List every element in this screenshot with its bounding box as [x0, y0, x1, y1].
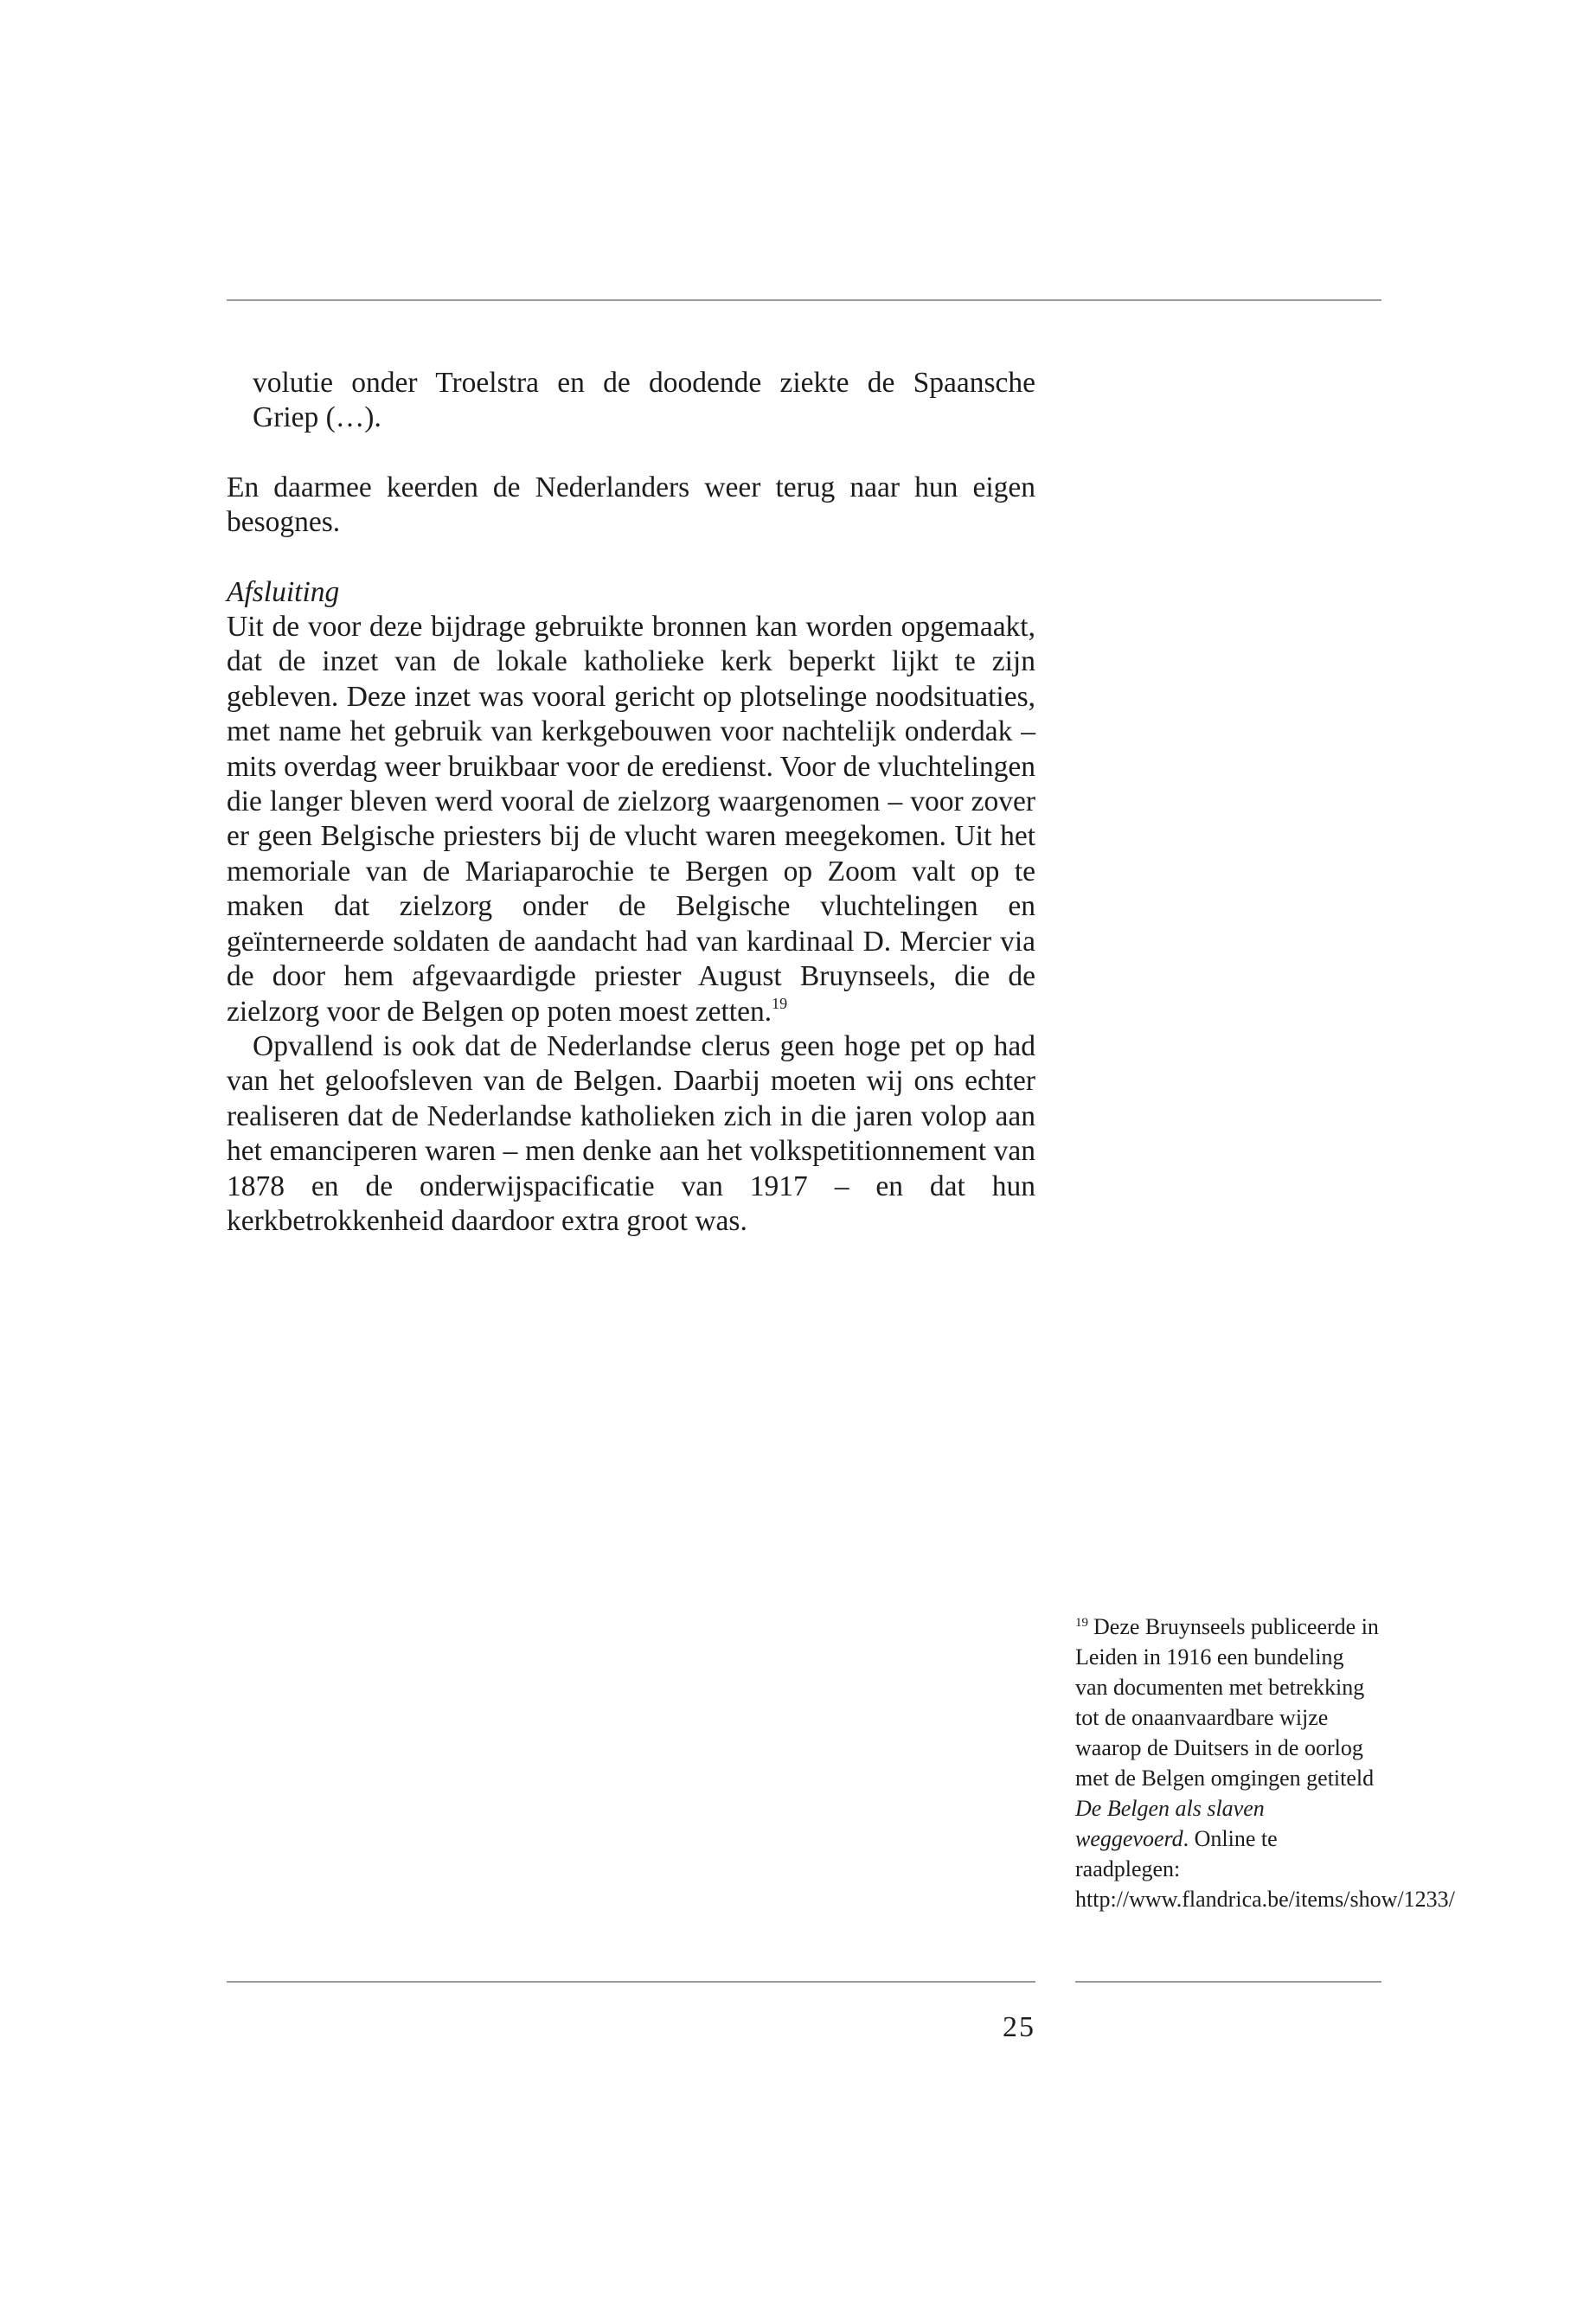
footnote-reference[interactable]: 19	[772, 994, 788, 1012]
section-heading: Afsluiting	[227, 575, 340, 608]
footnote-text-before: Deze Bruynseels publiceerde in Leiden in 1916 een bundeling van documenten met betrekking tot de onaanvaardbare wijze waarop de Duitsers in de oorlog met de Belgen omgingen getiteld	[1075, 1614, 1379, 1791]
main-text-column	[227, 366, 1035, 1239]
bottom-rule-main	[227, 1981, 1035, 1983]
paragraph-1: En daarmee keerden de Nederlanders weer terug naar hun eigen besognes.	[227, 471, 1035, 539]
block-quote	[227, 366, 1035, 436]
page-number: 25	[1003, 2011, 1035, 2043]
footnote-book-title: De Belgen als slaven weggevoerd	[1075, 1796, 1265, 1851]
paragraph-3: Opvallend is ook dat de Nederlandse clerus geen hoge pet op had van het geloofsleven van de Belgen. Daarbij moeten wij ons echter realiseren dat de Nederlandse katholieken zich in die jaren volop aan het emanciperen waren – men denke aan het volkspetitionnement van 1878 en de onderwijspacificatie van 1917 – en dat hun kerkbetrokkenheid daardoor extra groot was.	[227, 1029, 1035, 1237]
footnote-number: 19	[1075, 1616, 1088, 1630]
paragraph-2	[227, 610, 1035, 1029]
top-rule	[227, 299, 1381, 301]
footnote-text-after: . Online te raadplegen: http://www.flandrica.be/items/show/1233/	[1075, 1826, 1455, 1912]
footnote-19	[1075, 1612, 1455, 1914]
bottom-rule-footnote	[1075, 1981, 1381, 1983]
paragraph-2-text: Uit de voor deze bijdrage gebruikte bronnen kan worden opgemaakt, dat de inzet van de lokale katholieke kerk beperkt lijkt te zijn gebleven. Deze inzet was vooral gericht op plotselinge noodsituaties, met name het gebruik van kerkgebouwen voor nachtelijk onderdak – mits overdag weer bruikbaar voor de eredienst. Voor de vluchtelingen die langer bleven werd vooral de zielzorg waargenomen – voor zover er geen Belgische priesters bij de vlucht waren meegekomen. Uit het memoriale van de Mariaparochie te Bergen op Zoom valt op te maken dat zielzorg onder de Belgische vluchtelingen en geïnterneerde soldaten de aandacht had van kardinaal D. Mercier via de door hem afgevaardigde priester August Bruynseels, die de zielzorg voor de Belgen op poten moest zetten.	[227, 611, 1035, 1028]
quote-line-1: volutie onder Troelstra en de doodende ziekte de Spaansche	[253, 367, 1035, 399]
quote-line-2: Griep (…).	[253, 401, 381, 434]
